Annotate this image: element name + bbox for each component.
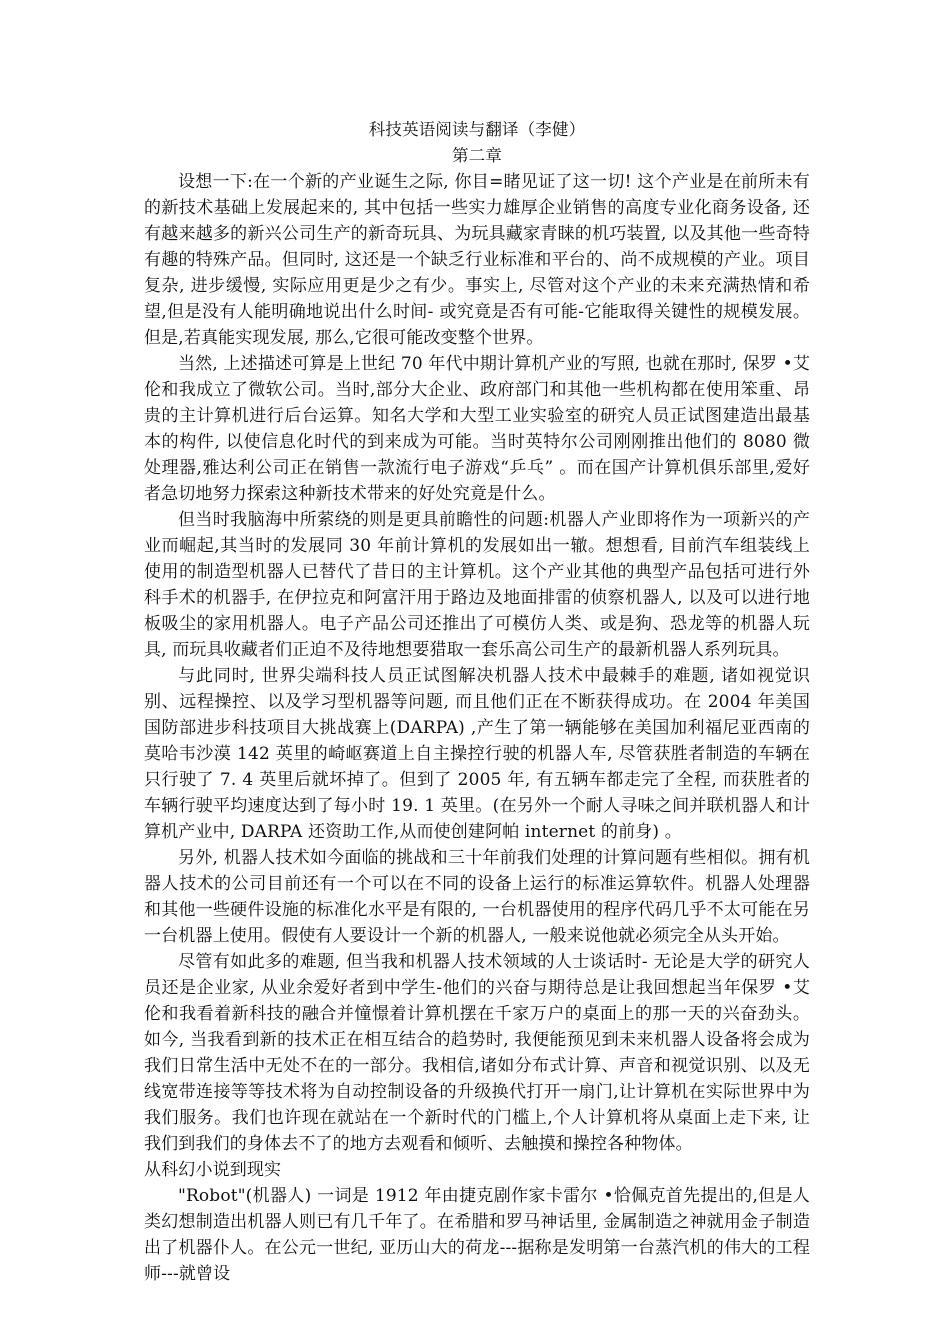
paragraph-1: 设想一下:在一个新的产业诞生之际, 你目=睹见证了这一切! 这个产业是在前所未有的新技术基础上发展起来的, 其中包括一些实力雄厚企业销售的高度专业化商务设备, 还有越来越多的新兴公司生产的新奇玩具、为玩具藏家青睐的机巧装置, 以及其他一些奇特有趣的特殊产品。但同时, 这还是一个缺乏行业标准和平台的、尚不成规模的产业。项目复杂, 进步缓慢, 实际应用更是少之有少。事实上, 尽管对这个产业的未来充满热情和希望,但是没有人能明确地说出什么时间- 或究竟是否有可能-它能取得关键性的规模发展。但是,若真能实现发展, 那么,它很可能改变整个世界。: [144, 172, 810, 348]
document-title: 科技英语阅读与翻译（李健）: [368, 120, 586, 139]
chapter-heading: 第二章: [452, 146, 502, 165]
paragraph-2: 当然, 上述描述可算是上世纪 70 年代中期计算机产业的写照, 也就在那时, 保罗 •艾伦和我成立了微软公司。当时,部分大企业、政府部门和其他一些机构都在使用笨重、昂贵的主计算机进行后台运算。知名大学和大型工业实验室的研究人员正试图建造出最基本的构件, 以使信息化时代的到来成为可能。当时英特尔公司刚刚推出他们的 8080 微处理器,雅达利公司正在销售一款流行电子游戏“乒乓” 。而在国产计算机俱乐部里,爱好者急切地努力探索这种新技术带来的好处究竟是什么。: [144, 354, 810, 504]
section-heading: 从科幻小说到现实: [144, 1160, 282, 1180]
paragraph-3: 但当时我脑海中所萦绕的则是更具前瞻性的问题:机器人产业即将作为一项新兴的产业而崛起,其当时的发展同 30 年前计算机的发展如出一辙。想想看, 目前汽车组装线上使用的制造型机器人已替代了昔日的主计算机。这个产业其他的典型产品包括可进行外科手术的机器手, 在伊拉克和阿富汗用于路边及地面排雷的侦察机器人, 以及可以进行地板吸尘的家用机器人。电子产品公司还推出了可模仿人类、或是狗、恐龙等的机器人玩具, 而玩具收藏者们正迫不及待地想要猎取一套乐高公司生产的最新机器人系列玩具。: [144, 510, 810, 660]
paragraph-6: 尽管有如此多的难题, 但当我和机器人技术领域的人士谈话时- 无论是大学的研究人员还是企业家, 从业余爱好者到中学生-他们的兴奋与期待总是让我回想起当年保罗 •艾伦和我看着新科技的融合并憧憬着计算机摆在千家万户的桌面上的那一天的兴奋劲头。如今, 当我看到新的技术正在相互结合的趋势时, 我便能预见到未来机器人设备将会成为我们日常生活中无处不在的一部分。我相信,诸如分布式计算、声音和视觉识别、以及无线宽带连接等等技术将为自动控制设备的升级换代打开一扇门,让计算机在实际世界中为我们服务。我们也许现在就站在一个新时代的门槛上,个人计算机将从桌面上走下来, 让我们到我们的身体去不了的地方去观看和倾听、去触摸和操控各种物体。: [144, 952, 810, 1154]
section-paragraph-1: "Robot"(机器人) 一词是 1912 年由捷克剧作家卡雷尔 •恰佩克首先提出的,但是人类幻想制造出机器人则已有几千年了。在希腊和罗马神话里, 金属制造之神就用金子制造出了机器仆人。在公元一世纪, 亚历山大的荷龙---据称是发明第一台蒸汽机的伟大的工程师---就曾设: [144, 1186, 810, 1284]
paragraph-5: 另外, 机器人技术如今面临的挑战和三十年前我们处理的计算问题有些相似。拥有机器人技术的公司目前还有一个可以在不同的设备上运行的标准运算软件。机器人处理器和其他一些硬件设施的标准化水平是有限的, 一台机器使用的程序代码几乎不太可能在另一台机器上使用。假使有人要设计一个新的机器人, 一般来说他就必须完全从头开始。: [144, 848, 810, 946]
paragraph-4: 与此同时, 世界尖端科技人员正试图解决机器人技术中最棘手的难题, 诸如视觉识别、远程操控、以及学习型机器等问题, 而且他们正在不断获得成功。在 2004 年美国国防部进步科技项目大挑战赛上(DARPA) ,产生了第一辆能够在美国加利福尼亚西南的莫哈韦沙漠 142 英里的崎岖赛道上自主操控行驶的机器人车, 尽管获胜者制造的车辆在只行驶了 7. 4 英里后就坏掉了。但到了 2005 年, 有五辆车都走完了全程, 而获胜者的车辆行驶平均速度达到了每小时 19. 1 英里。(在另外一个耐人寻味之间并联机器人和计算机产业中, DARPA 还资助工作,从而使创建阿帕 internet 的前身) 。: [144, 666, 810, 842]
document-body: [144, 114, 810, 1287]
